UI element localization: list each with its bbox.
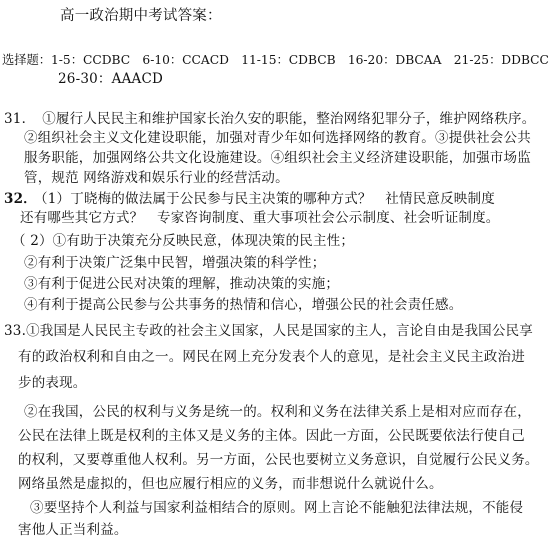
q31-line-1: 31． ①履行人民民主和维护国家长治久安的职能，整治网络犯罪分子，维护网络秩序。 bbox=[4, 111, 536, 127]
document-title: 高一政治期中考试答案： bbox=[60, 8, 222, 24]
choice-answers-line-1: 选择题：1-5：CCDBC 6-10：CCACD 11-15：CDBCB 16-20：DBCAA 21-25：DDBCC bbox=[2, 53, 549, 67]
q32-line-5: ③有利于促进公民对决策的理解，推动决策的实施； bbox=[24, 276, 340, 292]
q33-line-6: 的权利，又要尊重他人权利。另一方面，公民也要树立义务意识，自觉履行公民义务。 bbox=[18, 452, 539, 468]
q33-line-1: 33.①我国是人民民主专政的社会主义国家，人民是国家的主人，言论自由是我国公民享 bbox=[4, 323, 533, 339]
q33-line-9: 害他人正当利益。 bbox=[18, 522, 128, 538]
q31-line-2: ②组织社会主义文化建设职能，加强对青少年如何选择网络的教育。③提供社会公共 bbox=[24, 130, 531, 146]
q31-line-3: 服务职能，加强网络公共文化设施建设。④组织社会主义经济建设职能，加强市场监 bbox=[24, 150, 531, 166]
choice-answers-line-2: 26-30：AAACD bbox=[58, 71, 164, 87]
q32-number: 32． bbox=[4, 191, 37, 207]
q33-line-3: 步的表现。 bbox=[18, 375, 87, 391]
q31-line-4: 管，规范 网络游戏和娱乐行业的经营活动。 bbox=[24, 170, 289, 186]
q32-line-2: 还有哪些其它方式？ 专家咨询制度、重大事项社会公示制度、社会听证制度。 bbox=[20, 210, 500, 226]
q32-line-6: ④有利于提高公民参与公共事务的热情和信心，增强公民的社会责任感。 bbox=[24, 297, 463, 313]
q33-line-8: ③要坚持个人利益与国家利益相结合的原则。网上言论不能触犯法律法规，不能侵 bbox=[30, 500, 524, 516]
q33-line-2: 有的政治权利和自由之一。网民在网上充分发表个人的意见，是社会主义民主政治进 bbox=[18, 349, 525, 365]
q32-line-4: ②有利于决策广泛集中民智，增强决策的科学性； bbox=[24, 255, 326, 271]
q33-line-7: 网络虽然是虚拟的，但也应履行相应的义务，而非想说什么就说什么。 bbox=[18, 476, 443, 492]
q32-line-1: （1）丁晓梅的做法属于公民参与民主决策的哪种方式？ 社情民意反映制度 bbox=[34, 191, 495, 207]
q33-line-4: ②在我国，公民的权利与义务是统一的。权利和义务在法律关系上是相对应而存在， bbox=[24, 404, 531, 420]
q32-line-3: （ 2）①有助于决策充分反映民意，体现决策的民主性； bbox=[12, 233, 355, 249]
q33-line-5: 公民在法律上既是权利的主体又是义务的主体。因此一方面，公民既要依法行使自己 bbox=[18, 428, 525, 444]
